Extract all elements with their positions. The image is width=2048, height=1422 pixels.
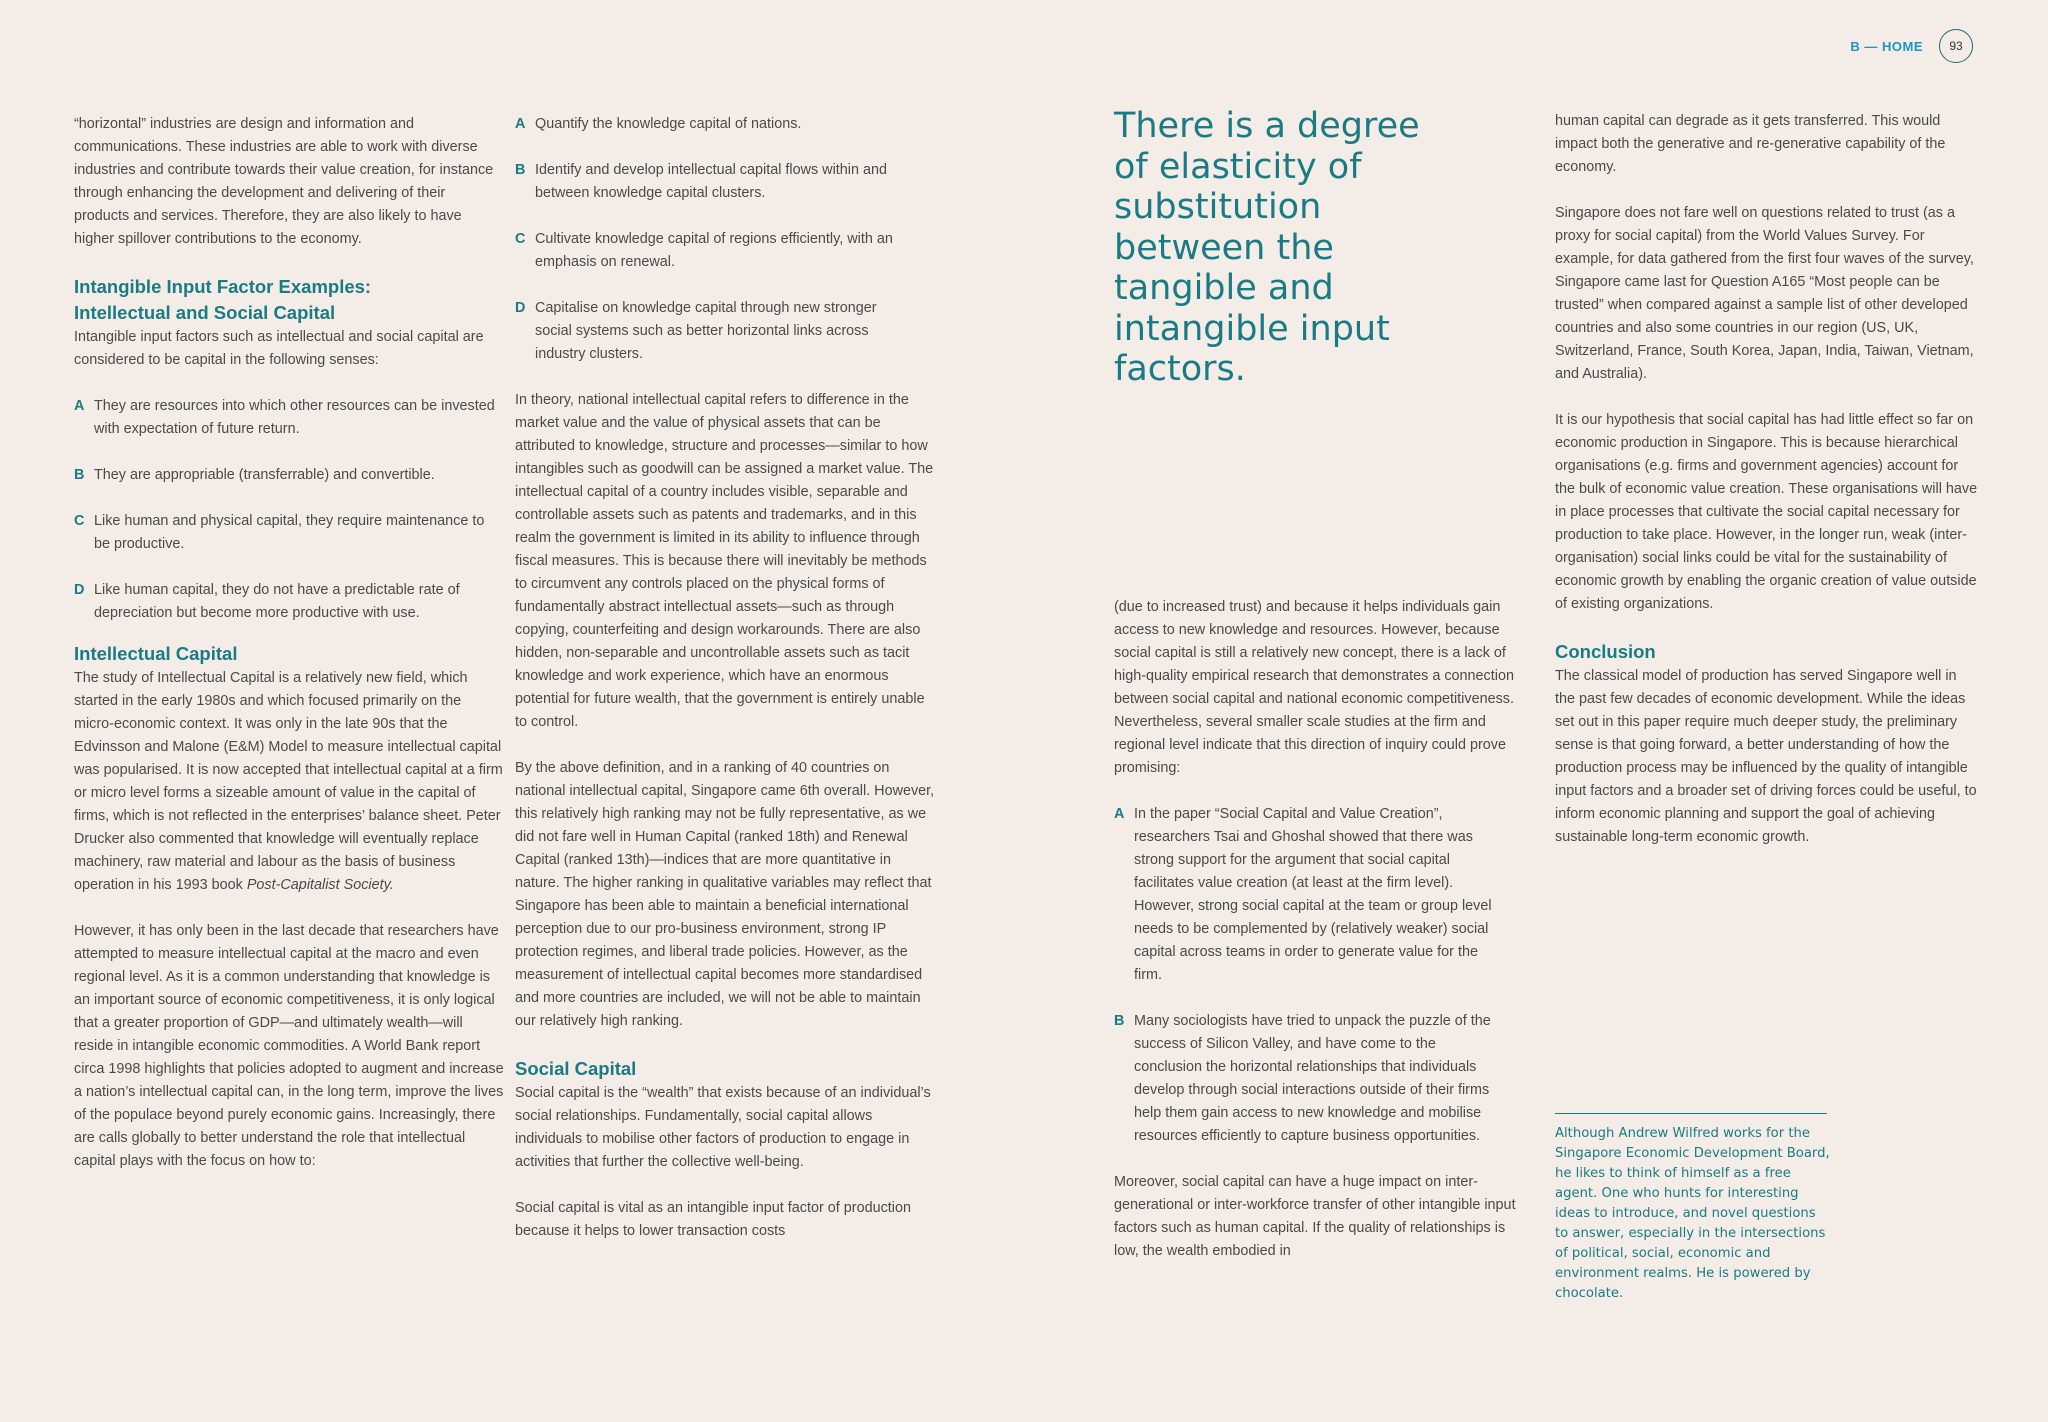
col1-paragraph-1: “horizontal” industries are design and information and communications. These industries are able to work with diverse industries and contribute towards their value creation, for instance through enhancing the development and delivering of their products and services. Therefore, they are also likely to have higher spillover contributions to the economy. bbox=[74, 116, 494, 247]
author-bio: Although Andrew Wilfred works for the Singapore Economic Development Board, he likes to think of himself as a free agent. One who hunts for interesting ideas to introduce, and novel questions to answer, especially in the intersections of political, social, economic and environment realms. He is powered by chocolate. bbox=[1555, 1126, 1830, 1301]
list-item bbox=[515, 159, 915, 205]
heading-intangible-input-factors: Intangible Input Factor Examples: Intellectual and Social Capital bbox=[74, 276, 372, 323]
bio-divider bbox=[1555, 1113, 1827, 1114]
page-number: 93 bbox=[1939, 29, 1973, 63]
list-letter: B bbox=[74, 467, 85, 483]
section-tag: B — HOME bbox=[1850, 38, 1923, 54]
list-letter: B bbox=[1114, 1013, 1125, 1029]
col1-paragraph-4: However, it has only been in the last decade that researchers have attempted to measure intellectual capital at the macro and even regional level. As it is a common understanding that knowledge is an important source of economic competitiveness, it is only logical that a greater proportion of GDP—and ultimately wealth—will reside in intangible economic commodities. A World Bank report circa 1998 highlights that policies adopted to augment and increase a nation’s intellectual capital can, in the long term, improve the lives of the populace beyond purely economic gains. Increasingly, there are calls globally to better understand the role that intellectual capital plays with the focus on how to: bbox=[74, 923, 504, 1169]
list-item bbox=[74, 510, 504, 556]
list-item bbox=[74, 395, 504, 441]
col4-paragraph-2: Singapore does not fare well on questions related to trust (as a proxy for social capital) from the World Values Survey. For example, for data gathered from the first four waves of the survey, Singapore came last for Question A165 “Most people can be trusted” when compared against a sample list of other developed countries and also some countries in our region (US, UK, Switzerland, France, South Korea, Japan, India, Taiwan, Vietnam, and Australia). bbox=[1555, 205, 1974, 382]
list-text: Quantify the knowledge capital of nations. bbox=[535, 116, 802, 132]
list-letter: C bbox=[74, 513, 85, 529]
list-letter: B bbox=[515, 162, 526, 178]
list-letter: A bbox=[1114, 806, 1125, 822]
heading-conclusion: Conclusion bbox=[1555, 641, 1656, 662]
page-header bbox=[1850, 29, 1973, 63]
list-item bbox=[515, 113, 915, 136]
list-text: They are appropriable (transferrable) and convertible. bbox=[94, 467, 435, 483]
list-text: Many sociologists have tried to unpack the puzzle of the success of Silicon Valley, and have come to the conclusion the horizontal relationships that individuals develop through social interactions outside of their firms help them gain access to new knowledge and mobilise resources efficiently to capture business opportunities. bbox=[1134, 1013, 1491, 1144]
list-text: Capitalise on knowledge capital through new stronger social systems such as better horizontal links across industry clusters. bbox=[535, 300, 877, 362]
heading-social-capital: Social Capital bbox=[515, 1058, 637, 1079]
col4-paragraph-3: It is our hypothesis that social capital has had little effect so far on economic production in Singapore. This is because hierarchical organisations (e.g. firms and government agencies) account for the bulk of economic value creation. These organisations will have in place processes that cultivate the social capital necessary for production to take place. However, in the longer run, weak (inter-organisation) social links could be vital for the sustainability of economic growth by enabling the organic creation of value outside of existing organizations. bbox=[1555, 412, 1978, 612]
column-1 bbox=[74, 113, 504, 1173]
col3-paragraph-1: (due to increased trust) and because it helps individuals gain access to new knowledge and resources. However, because social capital is still a relatively new concept, there is a lack of high-quality empirical research that demonstrates a connection between social capital and national economic competitiveness. Nevertheless, several smaller scale studies at the firm and regional level indicate that this direction of inquiry could prove promising: bbox=[1114, 599, 1514, 776]
list-item bbox=[74, 464, 504, 487]
list-text: Like human capital, they do not have a predictable rate of depreciation but become more productive with use. bbox=[94, 582, 460, 621]
col2-paragraph-1: In theory, national intellectual capital refers to difference in the market value and the value of physical assets that can be attributed to knowledge, structure and processes—similar to how intangibles such as goodwill can be assigned a market value. The intellectual capital of a country includes visible, separable and controllable assets such as patents and trademarks, and in this realm the government is limited in its ability to influence through fiscal measures. This is because there will inevitably be methods to circumvent any controls placed on the physical forms of fundamentally abstract intellectual assets—such as through copying, counterfeiting and design workarounds. There are also hidden, non-separable and uncontrollable assets such as tacit knowledge and work experience, which have an enormous potential for future wealth, that the government is entirely unable to control. bbox=[515, 392, 934, 730]
book-title: Post-Capitalist Society. bbox=[246, 877, 394, 893]
list-text: Identify and develop intellectual capital flows within and between knowledge capital clusters. bbox=[535, 162, 887, 201]
col1-paragraph-3-text: The study of Intellectual Capital is a relatively new field, which started in the early 1980s and which focused primarily on the micro-economic context. It was only in the late 90s that the Edvinsson and Malone (E&M) Model to measure intellectual capital was popularised. It is now accepted that intellectual capital at a firm or micro level forms a sizeable amount of value in the capital of firms, which is not reflected in the enterprises’ balance sheet. Peter Drucker also commented that knowledge will eventually replace machinery, raw material and labour as the basis of business operation in his 1993 book bbox=[74, 670, 503, 893]
column-3 bbox=[1114, 596, 1524, 1263]
list-text: They are resources into which other resources can be invested with expectation of future return. bbox=[94, 398, 495, 437]
list-letter: D bbox=[74, 582, 85, 598]
col3-paragraph-2: Moreover, social capital can have a huge impact on inter-generational or inter-workforce transfer of other intangible input factors such as human capital. If the quality of relationships is low, the wealth embodied in bbox=[1114, 1174, 1516, 1259]
heading-intellectual-capital: Intellectual Capital bbox=[74, 643, 238, 664]
col1-list bbox=[74, 395, 504, 625]
list-item bbox=[1114, 803, 1494, 987]
list-item bbox=[74, 579, 504, 625]
list-letter: A bbox=[515, 116, 526, 132]
col4-paragraph-1: human capital can degrade as it gets transferred. This would impact both the generative and re-generative capability of the economy. bbox=[1555, 113, 1946, 175]
col2-paragraph-4: Social capital is vital as an intangible input factor of production because it helps to lower transaction costs bbox=[515, 1200, 911, 1239]
list-text: Cultivate knowledge capital of regions efficiently, with an emphasis on renewal. bbox=[535, 231, 893, 270]
list-item bbox=[515, 297, 915, 366]
pull-quote: There is a degree of elasticity of substitution between the tangible and intangible input factors. bbox=[1114, 106, 1420, 389]
col3-list bbox=[1114, 803, 1524, 1148]
list-item bbox=[1114, 1010, 1494, 1148]
col1-paragraph-3 bbox=[74, 667, 504, 897]
col2-list bbox=[515, 113, 935, 366]
list-letter: A bbox=[74, 398, 85, 414]
col2-paragraph-2: By the above definition, and in a ranking of 40 countries on national intellectual capital, Singapore came 6th overall. However, this relatively high ranking may not be fully representative, as we did not fare well in Human Capital (ranked 18th) and Renewal Capital (ranked 13th)—indices that are more quantitative in nature. The higher ranking in qualitative variables may reflect that Singapore has been able to maintain a beneficial international perception due to our pro-business environment, strong IP protection regimes, and liberal trade policies. However, as the measurement of intellectual capital becomes more standardised and more countries are included, we will not be able to maintain our relatively high ranking. bbox=[515, 760, 935, 1029]
list-text: Like human and physical capital, they require maintenance to be productive. bbox=[94, 513, 485, 552]
col2-paragraph-3: Social capital is the “wealth” that exists because of an individual’s social relationships. Fundamentally, social capital allows individuals to mobilise other factors of production to engage in activities that further the collective well-being. bbox=[515, 1085, 931, 1170]
col1-paragraph-2: Intangible input factors such as intellectual and social capital are considered to be capital in the following senses: bbox=[74, 329, 484, 368]
list-letter: D bbox=[515, 300, 526, 316]
column-4 bbox=[1555, 110, 1980, 849]
col4-paragraph-4: The classical model of production has served Singapore well in the past few decades of economic development. While the ideas set out in this paper require much deeper study, the preliminary sense is that going forward, a better understanding of how the production process may be influenced by the quality of intangible input factors and a broader set of driving forces could be useful, to inform economic planning and support the goal of achieving sustainable long-term economic growth. bbox=[1555, 668, 1977, 845]
list-letter: C bbox=[515, 231, 526, 247]
column-2 bbox=[515, 113, 935, 1243]
list-text: In the paper “Social Capital and Value Creation”, researchers Tsai and Ghoshal showed that there was strong support for the argument that social capital facilitates value creation (at least at the firm level). However, strong social capital at the team or group level needs to be complemented by (relatively weaker) social capital across teams in order to generate value for the firm. bbox=[1134, 806, 1492, 983]
list-item bbox=[515, 228, 915, 274]
